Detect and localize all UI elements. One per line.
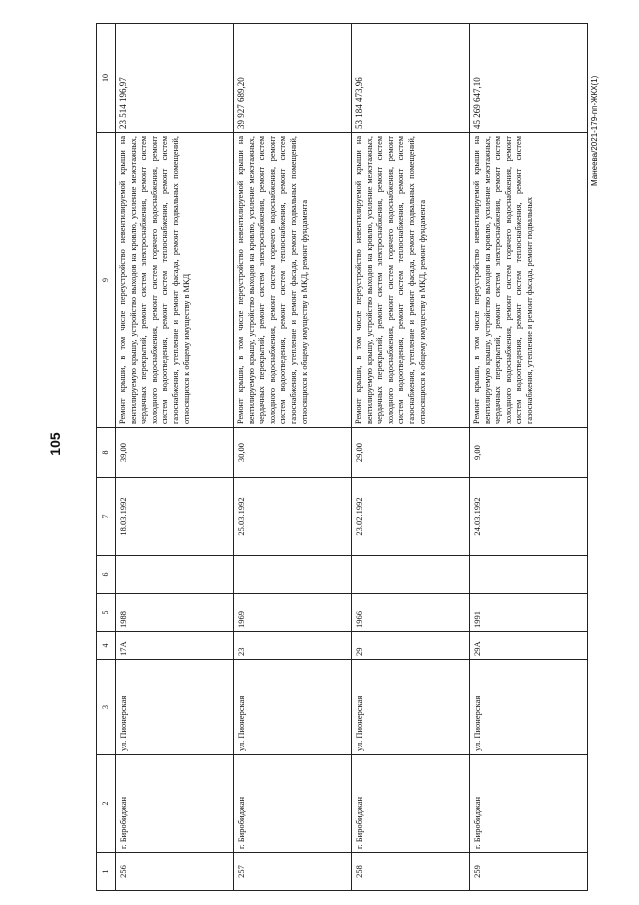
year-cell: 1969 [234,594,352,632]
header-cell: 7 [97,478,116,556]
city-cell: г. Биробиджан [470,755,588,853]
value-cell: 39,00 [116,428,234,478]
date-cell: 23.02.1992 [352,478,470,556]
empty-cell [470,556,588,594]
document-reference: Манеева/2021-179-пп-ЖКХ(1) [590,75,599,186]
header-cell: 2 [97,755,116,853]
page-number: 105 [47,432,63,456]
year-cell: 1966 [352,594,470,632]
date-cell: 24.03.1992 [470,478,588,556]
table-row [116,24,234,891]
cost-cell: 23 514 196,97 [116,24,234,133]
header-cell: 8 [97,428,116,478]
value-cell: 30,00 [234,428,352,478]
empty-cell [234,556,352,594]
table-row [234,24,352,891]
works-cell: Ремонт крыши, в том числе переустройство невентилируемой крыши на вентилируемую крышу, устройство выходов на кровлю, усиление межэтажных, чердачных перекрытий, ремонт систем электроснабжения, ремонт систем холодного водоснабжения, ремонт систем горячего водоснабжения, ремонт систем водоотведения, ремонт систем теплоснабжения, ремонт систем газоснабжения, утепление и ремонт фасада, ремонт подвальных помещений, относящихся к общему имуществу в МКД, ремонт фундамента [234,133,352,428]
house-cell: 17А [116,632,234,660]
table-area [96,24,588,891]
column-number-row [97,24,116,891]
housing-registry-table [96,23,588,891]
header-cell: 4 [97,632,116,660]
city-cell: г. Биробиджан [116,755,234,853]
table-row [470,24,588,891]
year-cell: 1991 [470,594,588,632]
cost-cell: 39 927 689,20 [234,24,352,133]
street-cell: ул. Пионерская [352,660,470,755]
house-cell: 29 [352,632,470,660]
header-cell: 6 [97,556,116,594]
cost-cell: 45 269 647,10 [470,24,588,133]
header-cell: 3 [97,660,116,755]
street-cell: ул. Пионерская [234,660,352,755]
street-cell: ул. Пионерская [470,660,588,755]
row-number: 258 [352,853,470,891]
header-cell: 1 [97,853,116,891]
rotated-table-container [96,24,588,891]
city-cell: г. Биробиджан [352,755,470,853]
header-cell: 10 [97,24,116,133]
value-cell: 9,00 [470,428,588,478]
empty-cell [116,556,234,594]
table-row [352,24,470,891]
row-number: 259 [470,853,588,891]
year-cell: 1988 [116,594,234,632]
date-cell: 25.03.1992 [234,478,352,556]
city-cell: г. Биробиджан [234,755,352,853]
header-cell: 5 [97,594,116,632]
empty-cell [352,556,470,594]
row-number: 256 [116,853,234,891]
works-cell: Ремонт крыши, в том числе переустройство невентилируемой крыши на вентилируемую крышу, устройство выходов на кровлю, усиление межэтажных, чердачных перекрытий, ремонт систем электроснабжения, ремонт систем холодного водоснабжения, ремонт систем горячего водоснабжения, ремонт систем водоотведения, ремонт систем теплоснабжения, ремонт систем газоснабжения, утепление и ремонт фасада, ремонт подвальных [470,133,588,428]
date-cell: 18.03.1992 [116,478,234,556]
works-cell: Ремонт крыши, в том числе переустройство невентилируемой крыши на вентилируемую крышу, устройство выходов на кровлю, усиление межэтажных, чердачных перекрытий, ремонт систем электроснабжения, ремонт систем холодного водоснабжения, ремонт систем горячего водоснабжения, ремонт систем водоотведения, ремонт систем теплоснабжения, ремонт систем газоснабжения, утепление и ремонт фасада, ремонт подвальных помещений, относящихся к общему имуществу в МКД, ремонт фундамента [352,133,470,428]
street-cell: ул. Пионерская [116,660,234,755]
house-cell: 23 [234,632,352,660]
works-cell: Ремонт крыши, в том числе переустройство невентилируемой крыши на вентилируемую крышу, устройство выходов на кровлю, усиление межэтажных, чердачных перекрытий, ремонт систем электроснабжения, ремонт систем холодного водоснабжения, ремонт систем горячего водоснабжения, ремонт систем водоотведения, ремонт систем теплоснабжения, ремонт систем газоснабжения, утепление и ремонт фасада, ремонт подвальных помещений, относящихся к общему имуществу в МКД [116,133,234,428]
cost-cell: 53 184 473,96 [352,24,470,133]
header-cell: 9 [97,133,116,428]
house-cell: 29А [470,632,588,660]
row-number: 257 [234,853,352,891]
value-cell: 29,00 [352,428,470,478]
